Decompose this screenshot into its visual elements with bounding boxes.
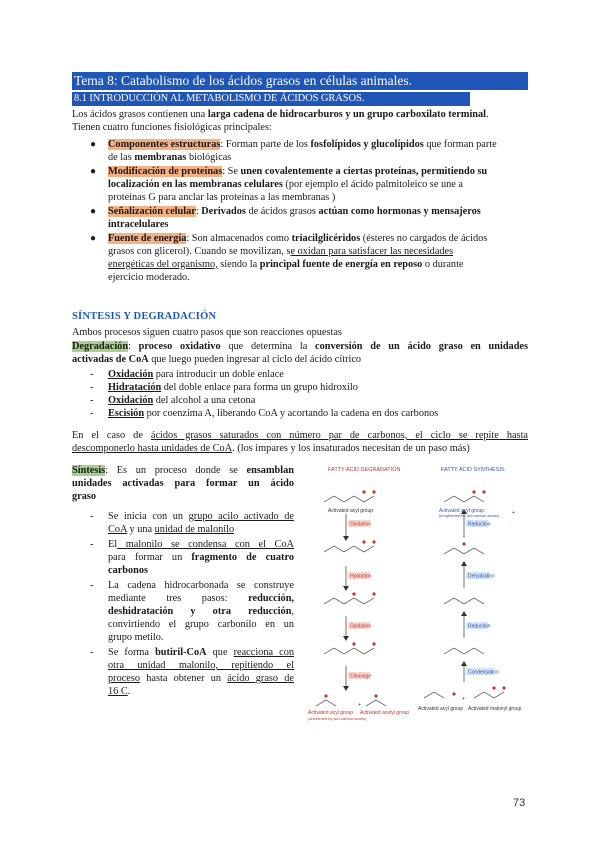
text: ejercicio moderado. — [108, 272, 190, 283]
label-malonyl: Activated malonyl group — [468, 706, 522, 712]
text: proteínas G para anclar las proteínas a las membranas ) — [108, 192, 336, 203]
diagram-left-title: FATTY ACID DEGRADATION — [328, 467, 401, 473]
dash-icon: - — [90, 580, 94, 591]
text-underlined: reacciona con — [233, 647, 295, 658]
synthesis-intro: Ambos procesos siguen cuatro pasos que son reacciones opuestas — [72, 327, 342, 338]
text: . — [486, 109, 489, 120]
text: . — [127, 686, 131, 697]
text: : Es un proceso donde se — [105, 465, 247, 476]
text: Los ácidos grasos contienen una — [72, 109, 208, 120]
label-activated-acyl: Activated acyl group — [328, 508, 374, 514]
text-bold: principal fuente de energía en reposo — [259, 259, 423, 270]
bullet-icon: ● — [90, 139, 97, 150]
text: biológicas — [186, 152, 232, 163]
label-bottom-acyl: Activated acyl group — [308, 710, 354, 716]
synthesis-degradation-heading: SÍNTESIS Y DEGRADACIÓN — [72, 311, 217, 322]
text: del alcohol a una cetona — [153, 395, 256, 406]
text-underlined: ácidos grasos saturados con número par de carbonos, el ciclo se repite hasta — [150, 430, 528, 441]
text: de ácidos grasos — [245, 206, 319, 217]
left-arrows — [346, 512, 464, 688]
label-right-acyl: Activated acyl group — [439, 508, 485, 514]
term-highlight: Componentes estructuras — [108, 139, 221, 150]
list-item — [90, 394, 520, 407]
text-underlined: 16 C — [108, 686, 128, 697]
text-bold: membranas — [134, 152, 187, 163]
text-bold: activadas de CoA — [72, 354, 149, 365]
bullet-icon: ● — [90, 233, 97, 244]
label-acetyl: Activated acetyl group — [360, 710, 410, 716]
text-underlined: grupo acilo activado de — [188, 511, 294, 522]
text: para introducir un doble enlace — [153, 369, 284, 380]
list-item — [90, 407, 520, 420]
text-bold: triacilglicéridos — [291, 233, 361, 244]
list-item — [90, 579, 294, 644]
label-shortened: (shortened by two carbon atoms) — [308, 716, 367, 721]
text: : — [195, 206, 202, 217]
text-bold: butiril-CoA — [155, 647, 207, 658]
list-item — [90, 510, 294, 536]
plus-sign: + — [462, 696, 465, 702]
term-highlight: Señalización celular — [108, 206, 196, 217]
text: del doble enlace para forma un grupo hidroxilo — [161, 382, 358, 393]
text-underlined: unidad de malonilo — [154, 524, 235, 535]
list-item — [90, 538, 294, 577]
text: (ésteres no cargados de ácidos — [360, 233, 488, 244]
label-reduction-2: Reduction — [468, 623, 491, 630]
label-lengthened: (lengthened by two carbon atoms) — [439, 513, 500, 518]
text: que determina la — [220, 341, 316, 352]
label-oxidation: Oxidation — [350, 521, 372, 528]
degradation-paragraph — [72, 340, 528, 366]
label-dehydration: Dehydration — [468, 573, 495, 580]
text: : Se — [222, 166, 241, 177]
bullet-icon: ● — [90, 206, 97, 217]
text-bold: conversión de un ácido graso en unidades — [315, 341, 529, 352]
label-right-bottom-acyl: Activated acyl group — [418, 706, 464, 712]
text-underlined: CoA — [108, 524, 127, 535]
page-title: Tema 8: Catabolismo de los ácidos grasos en células animales. — [74, 73, 412, 88]
step-term: Oxidación — [108, 395, 154, 406]
text: : Forman parte de los — [220, 139, 311, 150]
page-number: 73 — [513, 797, 526, 809]
text-underlined: proceso — [108, 673, 141, 684]
text: Se inicia con un — [108, 511, 189, 522]
text-underlined: descomponerlo hasta unidades de CoA — [72, 443, 233, 454]
label-condensation: Condensation — [468, 669, 499, 676]
term-highlight: Degradación — [72, 341, 129, 352]
diagram-right-title: FATTY ACID SYNTHESIS — [441, 467, 505, 473]
text-bold: graso — [72, 491, 97, 502]
term-highlight: Modificación de proteínas — [108, 166, 223, 177]
text-bold: proceso oxidativo — [138, 341, 221, 352]
step-term: Escisión — [108, 408, 145, 419]
dash-icon: - — [90, 647, 94, 658]
text: El — [108, 539, 118, 550]
term-highlight: Síntesis — [72, 465, 106, 476]
dash-icon: - — [90, 539, 94, 550]
dash-icon: - — [90, 395, 94, 406]
text: que — [206, 647, 234, 658]
plus-sign: + — [512, 510, 515, 516]
text-bold: unidades activadas para formar un ácido — [72, 478, 294, 489]
text-underlined: e oxidan para satisfacer las necesidades — [290, 246, 454, 257]
text: Tienen cuatro funciones fisiológicas principales: — [72, 122, 272, 133]
term-highlight: Fuente de energía — [108, 233, 187, 244]
intro-paragraph — [72, 108, 528, 134]
text-bold: carbonos — [108, 565, 149, 576]
text-bold: fosfolípidos y glucolípidos — [310, 139, 424, 150]
list-item — [90, 165, 528, 204]
text-bold: reducción, — [248, 593, 294, 604]
text: , — [291, 606, 294, 617]
text-underlined: energéticas del organismo, — [108, 259, 218, 270]
text: Se forma — [108, 647, 156, 658]
degradation-steps — [90, 368, 520, 420]
section-heading: 8.1 INTRODUCCIÓN AL METABOLISMO DE ÁCIDOS GRASOS. — [74, 93, 365, 104]
text: : — [128, 341, 139, 352]
text: mediante tres pasos: — [108, 593, 249, 604]
list-item — [90, 205, 528, 231]
text-bold: intracelulares — [108, 219, 169, 230]
text-underlined: otra unidad malonilo, repitiendo el — [108, 660, 294, 671]
text-underlined: malonilo se condensa con el CoA — [117, 539, 294, 550]
text: para formar un — [108, 552, 192, 563]
text: de las — [108, 152, 135, 163]
section-bar — [72, 92, 470, 106]
list-item — [90, 368, 520, 381]
plus-sign: + — [358, 702, 361, 708]
text-bold: unen covalentemente a ciertas proteínas, permitiendo su — [240, 166, 488, 177]
text-bold: ensamblan — [246, 465, 294, 476]
text-bold: larga cadena de hidrocarburos y un grupo carboxilato terminal — [207, 109, 487, 120]
text-bold: actúan como hormonas y mensajeros — [318, 206, 481, 217]
functions-list — [90, 138, 528, 284]
step-term: Hidratación — [108, 382, 162, 393]
dash-icon: - — [90, 382, 94, 393]
text: hasta obtener un — [140, 673, 228, 684]
label-hydration: Hydration — [350, 573, 372, 580]
synthesis-steps — [90, 510, 294, 698]
fatty-acid-diagram — [306, 462, 528, 722]
list-item — [90, 646, 294, 698]
text: siendo la — [217, 259, 260, 270]
text: : Son almacenados como — [186, 233, 292, 244]
degradation-note — [72, 429, 528, 455]
label-oxidation-2: Oxidation — [350, 623, 372, 630]
label-reduction: Reduction — [468, 521, 491, 528]
list-item — [90, 381, 520, 394]
text: En el caso de — [72, 430, 151, 441]
text: convirtiendo el grupo carbonilo en un — [108, 619, 294, 630]
text: y una — [126, 524, 155, 535]
step-term: Oxidación — [108, 369, 154, 380]
title-bar — [72, 72, 528, 90]
text-bold: fragmento de cuatro — [191, 552, 294, 563]
text: . (los impares y los insaturados necesitan de un paso más) — [232, 443, 470, 454]
text-bold: Derivados — [201, 206, 246, 217]
list-item — [90, 232, 528, 284]
dash-icon: - — [90, 408, 94, 419]
text: La cadena hidrocarbonada se construye — [108, 580, 294, 591]
bullet-icon: ● — [90, 166, 97, 177]
text: que forman parte — [423, 139, 497, 150]
label-cleavage: Cleavage — [350, 673, 372, 680]
synthesis-paragraph — [72, 464, 294, 503]
text: o durante — [422, 259, 464, 270]
list-item — [90, 138, 528, 164]
arrow-heads — [343, 509, 467, 691]
text-bold: deshidratación y otra reducción — [108, 606, 292, 617]
dash-icon: - — [90, 369, 94, 380]
text: que luego pueden ingresar al ciclo del ácido cítrico — [148, 354, 362, 365]
text-underlined: ácido graso de — [227, 673, 294, 684]
text: por coenzima A, liberando CoA y acortando la cadena en dos carbonos — [144, 408, 439, 419]
text: (por ejemplo el ácido palmitoleico se une a — [282, 179, 463, 190]
text: grasos con glicerol). Cuando se movilizan, s — [108, 246, 291, 257]
text-bold: localización en las membranas celulares — [108, 179, 283, 190]
text: grupo metilo. — [108, 632, 164, 643]
dash-icon: - — [90, 511, 94, 522]
